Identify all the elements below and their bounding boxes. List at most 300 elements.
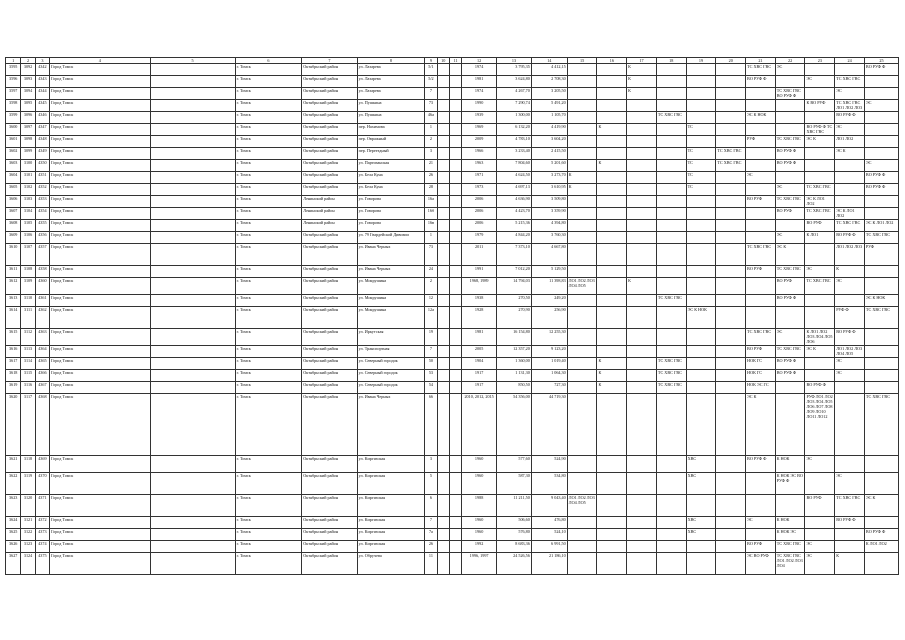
table-row bbox=[6, 112, 899, 124]
column-number: 11 bbox=[449, 58, 461, 64]
table-cell: 1971 bbox=[462, 172, 497, 184]
table-cell bbox=[449, 553, 461, 575]
table-cell: ТС ХВС ГВС bbox=[864, 232, 898, 244]
table-cell: 7 373,10 bbox=[497, 244, 532, 266]
table-cell bbox=[437, 495, 449, 517]
table-cell: ул. Северный городок bbox=[357, 382, 425, 394]
table-cell: 3 bbox=[425, 148, 437, 160]
table-cell: 3 760,30 bbox=[531, 232, 567, 244]
table-cell: Октябрьский район bbox=[302, 394, 357, 456]
table-cell: 1960 bbox=[462, 456, 497, 473]
table-cell bbox=[716, 172, 746, 184]
table-cell: Город Томск bbox=[50, 76, 150, 88]
table-cell: Октябрьский район bbox=[302, 370, 357, 382]
table-cell: 5/1 bbox=[425, 64, 437, 76]
table-cell: ЛО1 ЛО2 ЛО3 ЛО4 ЛО5 bbox=[567, 278, 597, 295]
table-cell: 4 783,10 bbox=[497, 136, 532, 148]
table-cell: 6 132,20 bbox=[497, 124, 532, 136]
table-row bbox=[6, 184, 899, 196]
table-cell: ул. Лазарева bbox=[357, 76, 425, 88]
table-cell: 3109 bbox=[21, 278, 35, 295]
table-cell: Город Томск bbox=[50, 278, 150, 295]
table-cell bbox=[150, 473, 235, 495]
table-row bbox=[6, 517, 899, 529]
table-cell bbox=[686, 112, 716, 124]
table-cell: 11 398,83 bbox=[531, 278, 567, 295]
table-cell bbox=[627, 112, 657, 124]
table-cell: 576,80 bbox=[497, 529, 532, 541]
table-cell bbox=[864, 553, 898, 575]
table-cell: 3105 bbox=[21, 220, 35, 232]
table-cell: 4 419,90 bbox=[531, 124, 567, 136]
table-cell bbox=[716, 541, 746, 553]
table-cell: 3120 bbox=[21, 495, 35, 517]
table-cell bbox=[656, 100, 686, 112]
table-cell: 1928 bbox=[462, 307, 497, 329]
table-cell: ул. 79 Гвардейской Дивизии bbox=[357, 232, 425, 244]
table-cell bbox=[567, 76, 597, 88]
table-cell bbox=[775, 307, 805, 329]
table-cell bbox=[656, 184, 686, 196]
table-cell: 270,90 bbox=[497, 307, 532, 329]
table-cell bbox=[567, 232, 597, 244]
table-cell: 3101 bbox=[21, 172, 35, 184]
table-cell: ул. Иркутская bbox=[357, 329, 425, 346]
table-cell bbox=[449, 148, 461, 160]
table-cell bbox=[656, 517, 686, 529]
table-cell: 66 bbox=[425, 394, 437, 456]
table-cell: ВО РУФ bbox=[746, 196, 776, 208]
table-row bbox=[6, 495, 899, 517]
table-cell bbox=[627, 473, 657, 495]
table-cell: ул. Киргизская bbox=[357, 473, 425, 495]
table-cell bbox=[597, 88, 627, 100]
table-cell: 21 bbox=[425, 160, 437, 172]
table-cell: ТС ХВС ГВС bbox=[835, 76, 865, 88]
table-cell bbox=[627, 196, 657, 208]
table-cell bbox=[775, 112, 805, 124]
table-cell: ВО РУФ Ф bbox=[835, 232, 865, 244]
table-cell: ЭС bbox=[835, 358, 865, 370]
table-cell bbox=[864, 208, 898, 220]
table-cell: ВО РУФ Ф bbox=[864, 184, 898, 196]
table-cell: 1991 bbox=[462, 266, 497, 278]
table-cell: 3108 bbox=[21, 266, 35, 278]
table-cell: 4 844,20 bbox=[497, 232, 532, 244]
table-cell bbox=[449, 278, 461, 295]
table-cell: 249,20 bbox=[531, 295, 567, 307]
table-cell bbox=[150, 124, 235, 136]
table-cell bbox=[597, 112, 627, 124]
table-cell: г. Томск bbox=[235, 148, 302, 160]
table-row bbox=[6, 220, 899, 232]
table-cell bbox=[656, 64, 686, 76]
column-number: 18 bbox=[656, 58, 686, 64]
table-cell: 587,30 bbox=[497, 473, 532, 495]
column-number: 20 bbox=[716, 58, 746, 64]
table-cell bbox=[686, 266, 716, 278]
table-cell: 53 bbox=[425, 370, 437, 382]
table-cell: 1969 bbox=[462, 124, 497, 136]
table-cell: Октябрьский район bbox=[302, 244, 357, 266]
table-cell bbox=[656, 456, 686, 473]
table-cell bbox=[449, 64, 461, 76]
table-cell bbox=[686, 88, 716, 100]
table-cell: ТС ХВС ГВС bbox=[656, 112, 686, 124]
table-cell: 3607 bbox=[6, 208, 21, 220]
table-cell: 4369 bbox=[35, 456, 49, 473]
table-cell: 3609 bbox=[6, 232, 21, 244]
table-cell: Октябрьский район bbox=[302, 456, 357, 473]
table-cell: 16б bbox=[425, 208, 437, 220]
table-cell: 3606 bbox=[6, 196, 21, 208]
table-cell bbox=[437, 232, 449, 244]
table-cell: 2006 bbox=[462, 196, 497, 208]
table-cell bbox=[449, 244, 461, 266]
table-cell: К bbox=[627, 76, 657, 88]
table-cell bbox=[567, 529, 597, 541]
table-cell: Город Томск bbox=[50, 64, 150, 76]
table-cell: 73 bbox=[425, 244, 437, 266]
table-cell bbox=[835, 529, 865, 541]
table-cell bbox=[567, 244, 597, 266]
table-cell: г. Томск bbox=[235, 495, 302, 517]
table-cell: ТС ХВС ГВС bbox=[775, 136, 805, 148]
table-cell: 5 bbox=[425, 473, 437, 495]
table-cell: 8 683,36 bbox=[497, 541, 532, 553]
table-cell: ЭС bbox=[835, 473, 865, 495]
table-cell: 4375 bbox=[35, 553, 49, 575]
table-cell: 4 636,90 bbox=[497, 196, 532, 208]
table-cell bbox=[716, 329, 746, 346]
table-cell bbox=[449, 382, 461, 394]
table-cell: 3115 bbox=[21, 370, 35, 382]
table-cell: К НОК bbox=[775, 456, 805, 473]
table-cell: ВО РУФ Ф bbox=[805, 382, 835, 394]
table-cell: 3625 bbox=[6, 529, 21, 541]
table-cell: г. Томск bbox=[235, 100, 302, 112]
table-cell: г. Томск bbox=[235, 88, 302, 100]
table-cell bbox=[805, 148, 835, 160]
table-cell: ЭС bbox=[775, 184, 805, 196]
table-cell bbox=[627, 541, 657, 553]
table-cell: 3110 bbox=[21, 295, 35, 307]
table-cell: 2009 bbox=[462, 136, 497, 148]
table-cell: г. Томск bbox=[235, 529, 302, 541]
table-cell: 850,50 bbox=[497, 382, 532, 394]
table-cell: г. Томск bbox=[235, 64, 302, 76]
table-cell bbox=[567, 394, 597, 456]
table-cell bbox=[805, 473, 835, 495]
table-cell: 4 697,13 bbox=[497, 184, 532, 196]
table-cell bbox=[627, 295, 657, 307]
table-cell bbox=[716, 88, 746, 100]
table-cell: ТС ХВС ГВС bbox=[835, 220, 865, 232]
table-cell: ЭС К ЛО1 ЛО2 bbox=[805, 196, 835, 208]
table-cell: ВО РУФ bbox=[805, 495, 835, 517]
table-cell: 3626 bbox=[6, 541, 21, 553]
table-cell bbox=[656, 244, 686, 266]
table-cell: ВО РУФ Ф bbox=[746, 76, 776, 88]
table-cell bbox=[627, 495, 657, 517]
table-cell: ул. Говорова bbox=[357, 196, 425, 208]
table-cell bbox=[567, 112, 597, 124]
table-cell: ТС ХВС ГВС bbox=[864, 394, 898, 456]
table-cell: г. Томск bbox=[235, 358, 302, 370]
table-cell bbox=[775, 76, 805, 88]
table-cell: Город Томск bbox=[50, 112, 150, 124]
table-cell: Город Томск bbox=[50, 244, 150, 266]
table-cell bbox=[437, 112, 449, 124]
table-cell: Октябрьский район bbox=[302, 553, 357, 575]
column-number: 1 bbox=[6, 58, 21, 64]
table-cell: 5 201,60 bbox=[531, 160, 567, 172]
table-cell: Октябрьский район bbox=[302, 382, 357, 394]
column-number: 16 bbox=[597, 58, 627, 64]
table-cell: г. Томск bbox=[235, 112, 302, 124]
table-cell: 3616 bbox=[6, 346, 21, 358]
table-cell: ЭС К bbox=[805, 136, 835, 148]
table-cell bbox=[567, 160, 597, 172]
table-cell bbox=[437, 541, 449, 553]
table-cell: г. Томск bbox=[235, 208, 302, 220]
table-cell: 3113 bbox=[21, 346, 35, 358]
table-cell bbox=[437, 76, 449, 88]
table-cell: 4 624,50 bbox=[497, 172, 532, 184]
table-cell bbox=[686, 553, 716, 575]
table-cell: К bbox=[627, 88, 657, 100]
table-cell: 3114 bbox=[21, 358, 35, 370]
table-cell: 3119 bbox=[21, 473, 35, 495]
table-cell bbox=[627, 232, 657, 244]
table-cell: 3 624,80 bbox=[497, 76, 532, 88]
table-cell: 3595 bbox=[6, 64, 21, 76]
table-cell: ул. Ивана Черных bbox=[357, 244, 425, 266]
table-cell: 11 bbox=[425, 553, 437, 575]
table-cell: 4353 bbox=[35, 196, 49, 208]
table-cell: ул. Лазарева bbox=[357, 88, 425, 100]
table-cell: ТС ХВС ГВС bbox=[656, 295, 686, 307]
table-cell: Город Томск bbox=[50, 266, 150, 278]
table-cell bbox=[835, 160, 865, 172]
table-cell bbox=[437, 370, 449, 382]
table-cell bbox=[716, 136, 746, 148]
column-number: 7 bbox=[302, 58, 357, 64]
table-cell: Город Томск bbox=[50, 136, 150, 148]
table-cell: 7 012,20 bbox=[497, 266, 532, 278]
table-cell bbox=[716, 307, 746, 329]
table-cell: 16в bbox=[425, 220, 437, 232]
table-cell: 1904 bbox=[462, 358, 497, 370]
table-cell: 3106 bbox=[21, 232, 35, 244]
table-cell bbox=[437, 64, 449, 76]
table-cell: 7 804,60 bbox=[497, 160, 532, 172]
table-cell: Ленинский район bbox=[302, 196, 357, 208]
table-cell bbox=[656, 196, 686, 208]
table-cell bbox=[656, 553, 686, 575]
table-cell: 3613 bbox=[6, 295, 21, 307]
table-cell: Город Томск bbox=[50, 307, 150, 329]
table-cell: 2006 bbox=[462, 208, 497, 220]
table-cell bbox=[567, 382, 597, 394]
table-cell bbox=[437, 266, 449, 278]
table-cell: ЭС bbox=[805, 456, 835, 473]
table-row bbox=[6, 370, 899, 382]
table-cell: Город Томск bbox=[50, 148, 150, 160]
table-cell: ВО РУФ bbox=[746, 266, 776, 278]
table-row bbox=[6, 346, 899, 358]
table-cell bbox=[656, 76, 686, 88]
table-cell bbox=[864, 266, 898, 278]
table-cell: ВО РУФ Ф bbox=[864, 529, 898, 541]
table-cell: 1 105,70 bbox=[531, 112, 567, 124]
table-row bbox=[6, 160, 899, 172]
table-cell: 3597 bbox=[6, 88, 21, 100]
table-cell: ул. Партизанская bbox=[357, 160, 425, 172]
table-cell bbox=[597, 278, 627, 295]
table-cell: Город Томск bbox=[50, 553, 150, 575]
table-cell: ул. Северный городок bbox=[357, 370, 425, 382]
table-cell bbox=[805, 529, 835, 541]
table-cell bbox=[627, 307, 657, 329]
table-cell bbox=[449, 184, 461, 196]
table-cell: 16а bbox=[425, 196, 437, 208]
table-cell bbox=[150, 88, 235, 100]
table-row bbox=[6, 148, 899, 160]
table-cell bbox=[686, 278, 716, 295]
table-cell bbox=[150, 295, 235, 307]
table-cell bbox=[437, 148, 449, 160]
column-number: 25 bbox=[864, 58, 898, 64]
table-cell bbox=[597, 329, 627, 346]
table-cell bbox=[449, 124, 461, 136]
table-cell: Город Томск bbox=[50, 329, 150, 346]
table-cell: 21 186,10 bbox=[531, 553, 567, 575]
table-row bbox=[6, 76, 899, 88]
table-cell: ул. Мокрушина bbox=[357, 307, 425, 329]
table-cell bbox=[597, 196, 627, 208]
table-cell bbox=[716, 220, 746, 232]
table-cell bbox=[437, 329, 449, 346]
table-cell: 4371 bbox=[35, 495, 49, 517]
table-cell: ТС bbox=[686, 184, 716, 196]
table-cell: г. Томск bbox=[235, 394, 302, 456]
table-cell bbox=[437, 517, 449, 529]
table-cell: 3116 bbox=[21, 382, 35, 394]
table-cell bbox=[150, 346, 235, 358]
table-cell: К НОК bbox=[775, 517, 805, 529]
table-cell: ХВС bbox=[686, 456, 716, 473]
table-cell bbox=[150, 64, 235, 76]
table-cell: ТС ХВС ГВС ЛО1 ЛО2 ЛО3 bbox=[835, 100, 865, 112]
table-cell: 1938 bbox=[462, 295, 497, 307]
table-cell: ТС ХВС ГВС bbox=[656, 358, 686, 370]
table-cell: 19 bbox=[425, 329, 437, 346]
table-cell: 3610 bbox=[6, 244, 21, 266]
table-cell: 1981 bbox=[462, 329, 497, 346]
table-cell bbox=[746, 100, 776, 112]
table-cell: 1 064,30 bbox=[531, 370, 567, 382]
table-cell bbox=[656, 148, 686, 160]
table-cell: 4355 bbox=[35, 220, 49, 232]
table-row bbox=[6, 394, 899, 456]
table-cell: Город Томск bbox=[50, 358, 150, 370]
table-cell: Октябрьский район bbox=[302, 100, 357, 112]
table-cell: ЭС К ЛО1 ЛО2 bbox=[864, 220, 898, 232]
table-cell bbox=[716, 495, 746, 517]
table-cell bbox=[150, 232, 235, 244]
table-cell: 3100 bbox=[21, 160, 35, 172]
table-cell bbox=[686, 100, 716, 112]
table-cell bbox=[864, 473, 898, 495]
table-cell bbox=[775, 382, 805, 394]
table-cell bbox=[686, 220, 716, 232]
table-cell bbox=[864, 358, 898, 370]
table-cell bbox=[627, 136, 657, 148]
table-cell: Октябрьский район bbox=[302, 541, 357, 553]
column-number: 3 bbox=[35, 58, 49, 64]
table-cell bbox=[656, 232, 686, 244]
table-cell bbox=[597, 473, 627, 495]
table-cell: 24 526,56 bbox=[497, 553, 532, 575]
table-cell: ул. Ивана Черных bbox=[357, 266, 425, 278]
table-cell bbox=[449, 160, 461, 172]
table-cell: К НОК ЭС ВО РУФ Ф bbox=[775, 473, 805, 495]
table-cell bbox=[437, 473, 449, 495]
table-cell: 7 bbox=[425, 346, 437, 358]
table-cell: ул. Обручева bbox=[357, 553, 425, 575]
table-cell: Город Томск bbox=[50, 541, 150, 553]
table-cell: К bbox=[627, 278, 657, 295]
table-cell: Октябрьский район bbox=[302, 64, 357, 76]
table-cell bbox=[567, 358, 597, 370]
table-cell: 3602 bbox=[6, 148, 21, 160]
table-cell: ВО РУФ bbox=[775, 208, 805, 220]
table-cell bbox=[449, 495, 461, 517]
table-cell: 3619 bbox=[6, 382, 21, 394]
table-cell: 1960 bbox=[462, 517, 497, 529]
table-cell: 3608 bbox=[6, 220, 21, 232]
table-cell bbox=[449, 307, 461, 329]
table-cell: 4361 bbox=[35, 295, 49, 307]
table-cell: 270,50 bbox=[497, 295, 532, 307]
table-cell bbox=[449, 136, 461, 148]
table-cell bbox=[686, 136, 716, 148]
table-cell: 1979 bbox=[462, 232, 497, 244]
table-cell bbox=[656, 124, 686, 136]
table-cell: 4348 bbox=[35, 136, 49, 148]
table-cell bbox=[437, 124, 449, 136]
table-cell bbox=[775, 100, 805, 112]
table-cell bbox=[449, 517, 461, 529]
table-cell: ЛО1 ЛО2 ЛО3 bbox=[835, 244, 865, 266]
table-cell bbox=[627, 100, 657, 112]
table-cell: 4343 bbox=[35, 76, 49, 88]
table-cell: ЭС bbox=[835, 370, 865, 382]
table-cell bbox=[805, 64, 835, 76]
table-cell bbox=[627, 124, 657, 136]
table-cell bbox=[656, 172, 686, 184]
table-cell bbox=[150, 100, 235, 112]
table-cell bbox=[449, 208, 461, 220]
table-row bbox=[6, 88, 899, 100]
table-cell: Город Томск bbox=[50, 88, 150, 100]
table-cell bbox=[746, 220, 776, 232]
table-cell: К ЛО1 bbox=[805, 232, 835, 244]
table-cell bbox=[567, 553, 597, 575]
table-cell: ТС ХВС ГВС bbox=[746, 329, 776, 346]
table-cell bbox=[150, 394, 235, 456]
